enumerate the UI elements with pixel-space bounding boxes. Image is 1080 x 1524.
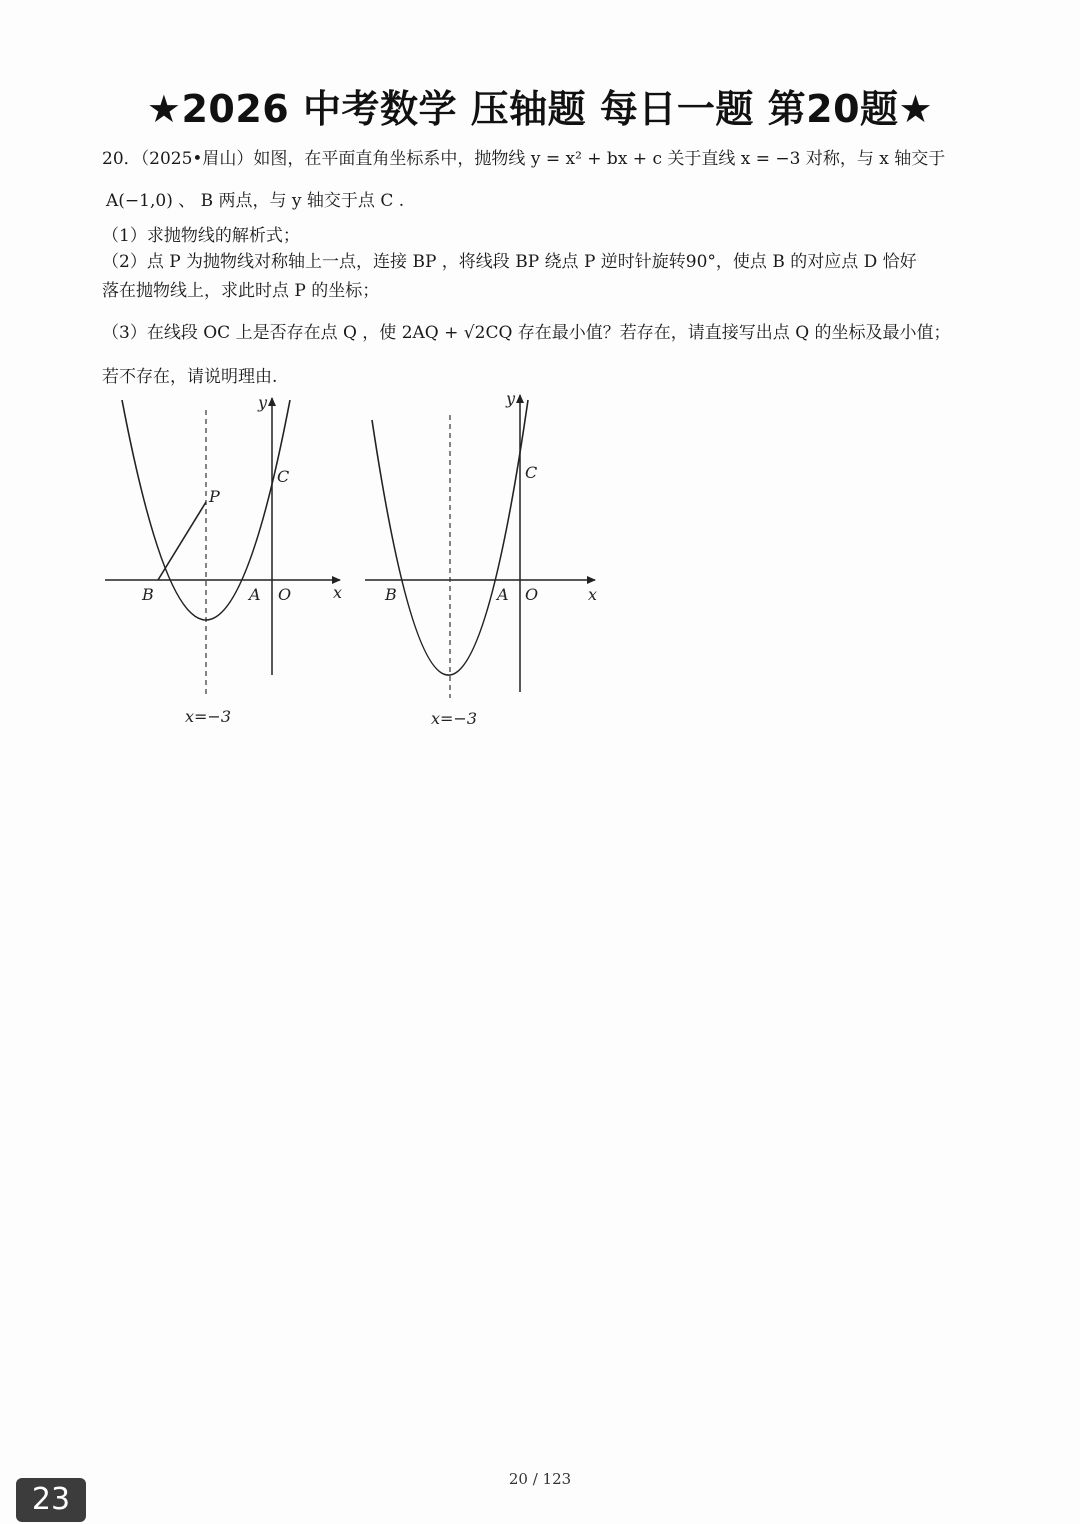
figures: [95, 390, 615, 740]
fig1-label-y: y: [258, 393, 268, 412]
fig1-label-b: B: [142, 585, 154, 604]
page-number: 20 / 123: [508, 1470, 572, 1488]
fig1-axis-label: x=−3: [185, 707, 232, 726]
fig1-label-a: A: [249, 585, 261, 604]
fig2-label-c: C: [525, 463, 538, 482]
fig1-label-c: C: [277, 467, 290, 486]
fig1-label-o: O: [278, 585, 292, 604]
figure-1: [105, 393, 342, 726]
fig2-label-a: A: [497, 585, 509, 604]
problem-line-1: 20．（2025•眉山）如图，在平面直角坐标系中，抛物线 y = x² + bx + c 关于直线 x = −3 对称，与 x 轴交于: [102, 149, 946, 169]
problem-part-2-cont: 落在抛物线上，求此时点 P 的坐标；: [102, 281, 380, 301]
figure-2: [365, 390, 597, 728]
problem-part-2: （2）点 P 为抛物线对称轴上一点，连接 BP ，将线段 BP 绕点 P 逆时针旋转90°，使点 B 的对应点 D 恰好: [102, 252, 917, 272]
problem-part-3-cont: 若不存在，请说明理由.: [102, 367, 278, 387]
problem-part-1: （1）求抛物线的解析式；: [102, 226, 300, 246]
problem-part-3: （3）在线段 OC 上是否存在点 Q ，使 2AQ + √2CQ 存在最小值？若存在，请直接写出点 Q 的坐标及最小值；: [102, 323, 951, 343]
fig1-label-p: P: [209, 487, 220, 506]
fig2-label-x: x: [588, 585, 598, 604]
page-badge: 23: [16, 1478, 86, 1522]
fig1-segment-bp: [158, 502, 206, 580]
fig2-axis-label: x=−3: [431, 709, 478, 728]
page-title: ★2026 中考数学 压轴题 每日一题 第20题★: [146, 87, 934, 131]
problem-line-2: A(−1,0) 、 B 两点，与 y 轴交于点 C .: [106, 191, 405, 211]
fig2-label-b: B: [385, 585, 397, 604]
fig2-label-o: O: [525, 585, 539, 604]
fig2-label-y: y: [506, 390, 516, 408]
fig1-label-x: x: [333, 583, 343, 602]
